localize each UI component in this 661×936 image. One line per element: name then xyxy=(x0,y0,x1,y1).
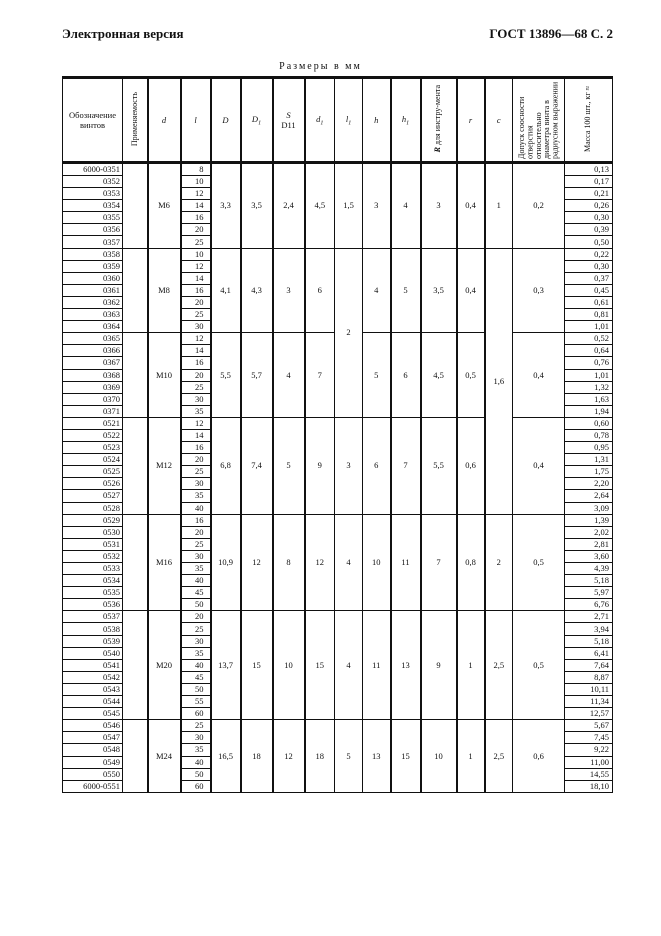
screw-designation: 0537 xyxy=(63,611,123,623)
length-l: 30 xyxy=(181,393,211,405)
screw-designation: 0543 xyxy=(63,683,123,695)
col-applicability xyxy=(123,78,148,163)
length-l: 16 xyxy=(181,212,211,224)
table-row xyxy=(63,611,613,623)
d1-base: d xyxy=(316,113,321,124)
col-D: D xyxy=(211,78,241,163)
mass-100-pcs: 1,01 xyxy=(565,321,613,333)
screw-designation: 6000-0351 xyxy=(63,163,123,176)
length-l: 55 xyxy=(181,696,211,708)
tool-radius-R: 7 xyxy=(421,514,457,611)
length-l: 30 xyxy=(181,478,211,490)
length-l1: 5 xyxy=(335,720,363,793)
diameter-d1: 4,5 xyxy=(305,163,335,249)
mass-100-pcs: 5,67 xyxy=(565,720,613,732)
coaxiality-tolerance: 0,2 xyxy=(513,163,565,249)
size-S: 3 xyxy=(273,248,305,333)
col-r: r xyxy=(457,78,485,163)
length-l: 30 xyxy=(181,550,211,562)
height-h1: 6 xyxy=(391,333,421,418)
height-h1: 7 xyxy=(391,417,421,514)
mass-100-pcs: 1,94 xyxy=(565,405,613,417)
length-l: 30 xyxy=(181,732,211,744)
size-S: 4 xyxy=(273,333,305,418)
mass-100-pcs: 11,34 xyxy=(565,696,613,708)
diameter-D: 16,5 xyxy=(211,720,241,793)
length-l: 8 xyxy=(181,163,211,176)
mass-100-pcs: 0,45 xyxy=(565,284,613,296)
tool-radius-R: 3 xyxy=(421,163,457,249)
chamfer-c: 2,5 xyxy=(485,611,513,720)
applicability-cell xyxy=(123,611,148,720)
length-l: 25 xyxy=(181,538,211,550)
col-h1 xyxy=(391,78,421,163)
mass-label: Масса 100 шт., кг ≈ xyxy=(583,85,593,153)
length-l1: 1,5 xyxy=(335,163,363,249)
length-l: 10 xyxy=(181,176,211,188)
diameter-D: 5,5 xyxy=(211,333,241,418)
size-S: 10 xyxy=(273,611,305,720)
screw-designation: 0365 xyxy=(63,333,123,345)
screw-designation: 0360 xyxy=(63,272,123,284)
mass-100-pcs: 14,55 xyxy=(565,768,613,780)
height-h1: 5 xyxy=(391,248,421,333)
length-l: 20 xyxy=(181,224,211,236)
screw-designation: 0531 xyxy=(63,538,123,550)
mass-100-pcs: 0,52 xyxy=(565,333,613,345)
screw-designation: 0367 xyxy=(63,357,123,369)
height-h: 13 xyxy=(363,720,391,793)
radius-r: 0,4 xyxy=(457,163,485,249)
length-l: 20 xyxy=(181,296,211,308)
table-row xyxy=(63,720,613,732)
diameter-D1: 4,3 xyxy=(241,248,273,333)
thread-d: М12 xyxy=(148,417,181,514)
thread-d: М24 xyxy=(148,720,181,793)
radius-r: 0,5 xyxy=(457,333,485,418)
applicability-cell xyxy=(123,248,148,333)
length-l: 12 xyxy=(181,188,211,200)
radius-r: 1 xyxy=(457,720,485,793)
applicability-cell xyxy=(123,514,148,611)
applicability-cell xyxy=(123,417,148,514)
screw-dimensions-table xyxy=(62,76,613,793)
screw-designation: 6000-0551 xyxy=(63,780,123,792)
chamfer-c: 1,6 xyxy=(485,248,513,514)
screw-designation: 0352 xyxy=(63,176,123,188)
table-row xyxy=(63,417,613,429)
diameter-D1: 7,4 xyxy=(241,417,273,514)
diameter-D: 6,8 xyxy=(211,417,241,514)
length-l: 25 xyxy=(181,720,211,732)
diameter-D1: 12 xyxy=(241,514,273,611)
height-h: 4 xyxy=(363,248,391,333)
mass-100-pcs: 3,60 xyxy=(565,550,613,562)
mass-100-pcs: 0,21 xyxy=(565,188,613,200)
table-row xyxy=(63,163,613,176)
diameter-d1: 7 xyxy=(305,333,335,418)
length-l: 16 xyxy=(181,442,211,454)
col-S xyxy=(273,78,305,163)
screw-designation: 0542 xyxy=(63,671,123,683)
applicability-cell xyxy=(123,163,148,249)
length-l: 60 xyxy=(181,780,211,792)
length-l1: 2 xyxy=(335,248,363,417)
screw-designation: 0534 xyxy=(63,575,123,587)
chamfer-c: 1 xyxy=(485,163,513,249)
mass-100-pcs: 1,39 xyxy=(565,514,613,526)
R-rest: для инстру-мента xyxy=(433,85,443,148)
screw-designation: 0369 xyxy=(63,381,123,393)
length-l: 40 xyxy=(181,659,211,671)
R-base: R xyxy=(433,147,443,153)
size-S: 2,4 xyxy=(273,163,305,249)
mass-100-pcs: 0,60 xyxy=(565,417,613,429)
diameter-D: 13,7 xyxy=(211,611,241,720)
height-h1: 11 xyxy=(391,514,421,611)
length-l: 35 xyxy=(181,744,211,756)
diameter-D1: 18 xyxy=(241,720,273,793)
col-h: h xyxy=(363,78,391,163)
applicability-label: Применяемость xyxy=(129,91,139,147)
screw-designation: 0355 xyxy=(63,212,123,224)
mass-100-pcs: 0,17 xyxy=(565,176,613,188)
mass-100-pcs: 0,30 xyxy=(565,212,613,224)
length-l: 50 xyxy=(181,599,211,611)
length-l1: 3 xyxy=(335,417,363,514)
mass-100-pcs: 0,78 xyxy=(565,429,613,441)
header-row xyxy=(63,78,613,163)
standard-page-number: ГОСТ 13896—68 С. 2 xyxy=(489,26,613,41)
screw-designation: 0545 xyxy=(63,708,123,720)
mass-100-pcs: 0,61 xyxy=(565,296,613,308)
length-l: 20 xyxy=(181,369,211,381)
S-base: S xyxy=(286,110,291,120)
diameter-D: 4,1 xyxy=(211,248,241,333)
screw-designation: 0353 xyxy=(63,188,123,200)
tool-radius-R: 4,5 xyxy=(421,333,457,418)
coaxiality-tolerance: 0,5 xyxy=(513,611,565,720)
l1-sub: 1 xyxy=(348,120,352,127)
col-R xyxy=(421,78,457,163)
table-body xyxy=(63,163,613,793)
mass-100-pcs: 9,22 xyxy=(565,744,613,756)
mass-100-pcs: 6,41 xyxy=(565,647,613,659)
screw-designation: 0521 xyxy=(63,417,123,429)
coaxiality-tolerance: 0,6 xyxy=(513,720,565,793)
length-l: 40 xyxy=(181,756,211,768)
screw-designation: 0533 xyxy=(63,563,123,575)
mass-100-pcs: 11,00 xyxy=(565,756,613,768)
length-l: 16 xyxy=(181,514,211,526)
mass-100-pcs: 10,11 xyxy=(565,683,613,695)
length-l: 30 xyxy=(181,635,211,647)
mass-100-pcs: 1,01 xyxy=(565,369,613,381)
diameter-D1: 5,7 xyxy=(241,333,273,418)
length-l: 30 xyxy=(181,321,211,333)
col-mass xyxy=(565,78,613,163)
col-l: l xyxy=(181,78,211,163)
mass-100-pcs: 0,76 xyxy=(565,357,613,369)
length-l1: 4 xyxy=(335,611,363,720)
mass-100-pcs: 5,18 xyxy=(565,575,613,587)
mass-100-pcs: 5,97 xyxy=(565,587,613,599)
screw-designation: 0364 xyxy=(63,321,123,333)
mass-100-pcs: 0,26 xyxy=(565,200,613,212)
height-h1: 13 xyxy=(391,611,421,720)
size-S: 8 xyxy=(273,514,305,611)
mass-100-pcs: 0,30 xyxy=(565,260,613,272)
length-l: 40 xyxy=(181,502,211,514)
electronic-version-label: Электронная версия xyxy=(62,26,184,41)
screw-designation: 0535 xyxy=(63,587,123,599)
mass-100-pcs: 2,20 xyxy=(565,478,613,490)
col-D1 xyxy=(241,78,273,163)
screw-designation: 0356 xyxy=(63,224,123,236)
mass-100-pcs: 1,63 xyxy=(565,393,613,405)
mass-100-pcs: 7,64 xyxy=(565,659,613,671)
screw-designation: 0528 xyxy=(63,502,123,514)
tool-radius-R: 9 xyxy=(421,611,457,720)
screw-designation: 0550 xyxy=(63,768,123,780)
height-h1: 4 xyxy=(391,163,421,249)
length-l: 20 xyxy=(181,611,211,623)
mass-100-pcs: 5,18 xyxy=(565,635,613,647)
mass-100-pcs: 1,32 xyxy=(565,381,613,393)
table-row xyxy=(63,514,613,526)
thread-d: М8 xyxy=(148,248,181,333)
mass-100-pcs: 2,02 xyxy=(565,526,613,538)
diameter-D1: 15 xyxy=(241,611,273,720)
height-h: 10 xyxy=(363,514,391,611)
height-h: 11 xyxy=(363,611,391,720)
screw-designation: 0363 xyxy=(63,309,123,321)
R-label xyxy=(434,85,442,152)
col-designation: Обозначение винтов xyxy=(63,78,123,163)
screw-designation: 0361 xyxy=(63,284,123,296)
length-l: 45 xyxy=(181,671,211,683)
mass-100-pcs: 0,13 xyxy=(565,163,613,176)
length-l: 16 xyxy=(181,284,211,296)
l1-base: l xyxy=(345,113,349,124)
mass-100-pcs: 0,64 xyxy=(565,345,613,357)
screw-designation: 0548 xyxy=(63,744,123,756)
chamfer-c: 2 xyxy=(485,514,513,611)
height-h: 3 xyxy=(363,163,391,249)
screw-designation: 0547 xyxy=(63,732,123,744)
mass-100-pcs: 6,76 xyxy=(565,599,613,611)
diameter-d1: 6 xyxy=(305,248,335,333)
radius-r: 0,8 xyxy=(457,514,485,611)
mass-100-pcs: 7,45 xyxy=(565,732,613,744)
thread-d: М16 xyxy=(148,514,181,611)
mass-100-pcs: 4,39 xyxy=(565,563,613,575)
screw-designation: 0368 xyxy=(63,369,123,381)
length-l: 14 xyxy=(181,429,211,441)
length-l: 25 xyxy=(181,623,211,635)
length-l: 16 xyxy=(181,357,211,369)
col-tolerance xyxy=(513,78,565,163)
length-l: 14 xyxy=(181,272,211,284)
screw-designation: 0527 xyxy=(63,490,123,502)
length-l: 14 xyxy=(181,345,211,357)
tolerance-label: Допуск соосности отверстия относительно диаметра винта в радиусном выражении xyxy=(516,81,560,159)
screw-designation: 0357 xyxy=(63,236,123,248)
mass-100-pcs: 8,87 xyxy=(565,671,613,683)
coaxiality-tolerance: 0,4 xyxy=(513,333,565,418)
length-l: 25 xyxy=(181,466,211,478)
length-l: 20 xyxy=(181,454,211,466)
length-l: 12 xyxy=(181,417,211,429)
mass-100-pcs: 0,95 xyxy=(565,442,613,454)
length-l: 25 xyxy=(181,309,211,321)
S-tolerance: D11 xyxy=(281,120,296,130)
dimensions-caption: Размеры в мм xyxy=(279,61,362,72)
applicability-cell xyxy=(123,720,148,793)
d1-sub: 1 xyxy=(320,120,324,127)
screw-designation: 0524 xyxy=(63,454,123,466)
mass-100-pcs: 0,37 xyxy=(565,272,613,284)
screw-designation: 0538 xyxy=(63,623,123,635)
h1-sub: 1 xyxy=(406,120,410,127)
length-l: 20 xyxy=(181,526,211,538)
mass-100-pcs: 0,22 xyxy=(565,248,613,260)
mass-100-pcs: 1,75 xyxy=(565,466,613,478)
col-d: d xyxy=(148,78,181,163)
length-l: 35 xyxy=(181,563,211,575)
length-l: 60 xyxy=(181,708,211,720)
thread-d: М6 xyxy=(148,163,181,249)
screw-designation: 0366 xyxy=(63,345,123,357)
screw-designation: 0523 xyxy=(63,442,123,454)
mass-100-pcs: 3,09 xyxy=(565,502,613,514)
screw-designation: 0529 xyxy=(63,514,123,526)
mass-100-pcs: 3,94 xyxy=(565,623,613,635)
screw-designation: 0540 xyxy=(63,647,123,659)
screw-designation: 0362 xyxy=(63,296,123,308)
table-row xyxy=(63,248,613,260)
tool-radius-R: 5,5 xyxy=(421,417,457,514)
screw-designation: 0358 xyxy=(63,248,123,260)
diameter-d1: 9 xyxy=(305,417,335,514)
diameter-D: 3,3 xyxy=(211,163,241,249)
length-l: 45 xyxy=(181,587,211,599)
tool-radius-R: 10 xyxy=(421,720,457,793)
diameter-d1: 15 xyxy=(305,611,335,720)
screw-designation: 0530 xyxy=(63,526,123,538)
length-l: 14 xyxy=(181,200,211,212)
diameter-D: 10,9 xyxy=(211,514,241,611)
length-l: 12 xyxy=(181,260,211,272)
length-l: 50 xyxy=(181,768,211,780)
D1-sub: 1 xyxy=(258,120,262,127)
thread-d: М20 xyxy=(148,611,181,720)
height-h: 6 xyxy=(363,417,391,514)
radius-r: 0,4 xyxy=(457,248,485,333)
size-S: 5 xyxy=(273,417,305,514)
col-c: c xyxy=(485,78,513,163)
length-l: 10 xyxy=(181,248,211,260)
length-l: 25 xyxy=(181,381,211,393)
screw-designation: 0354 xyxy=(63,200,123,212)
diameter-D1: 3,5 xyxy=(241,163,273,249)
radius-r: 0,6 xyxy=(457,417,485,514)
height-h: 5 xyxy=(363,333,391,418)
D1-base: D xyxy=(251,113,259,124)
coaxiality-tolerance: 0,3 xyxy=(513,248,565,333)
screw-designation: 0525 xyxy=(63,466,123,478)
length-l: 35 xyxy=(181,405,211,417)
length-l: 40 xyxy=(181,575,211,587)
mass-100-pcs: 2,71 xyxy=(565,611,613,623)
screw-designation: 0532 xyxy=(63,550,123,562)
screw-designation: 0536 xyxy=(63,599,123,611)
length-l: 25 xyxy=(181,236,211,248)
mass-100-pcs: 0,39 xyxy=(565,224,613,236)
applicability-cell xyxy=(123,333,148,418)
mass-100-pcs: 2,81 xyxy=(565,538,613,550)
mass-100-pcs: 12,57 xyxy=(565,708,613,720)
screw-designation: 0546 xyxy=(63,720,123,732)
col-l1 xyxy=(335,78,363,163)
mass-100-pcs: 2,64 xyxy=(565,490,613,502)
coaxiality-tolerance: 0,5 xyxy=(513,514,565,611)
screw-designation: 0526 xyxy=(63,478,123,490)
screw-designation: 0359 xyxy=(63,260,123,272)
h1-base: h xyxy=(401,113,407,124)
col-d1 xyxy=(305,78,335,163)
radius-r: 1 xyxy=(457,611,485,720)
thread-d: М10 xyxy=(148,333,181,418)
mass-100-pcs: 18,10 xyxy=(565,780,613,792)
size-S: 12 xyxy=(273,720,305,793)
screw-designation: 0522 xyxy=(63,429,123,441)
screw-designation: 0541 xyxy=(63,659,123,671)
screw-designation: 0370 xyxy=(63,393,123,405)
screw-designation: 0549 xyxy=(63,756,123,768)
screw-designation: 0539 xyxy=(63,635,123,647)
length-l: 35 xyxy=(181,490,211,502)
mass-100-pcs: 0,50 xyxy=(565,236,613,248)
mass-100-pcs: 1,31 xyxy=(565,454,613,466)
length-l: 12 xyxy=(181,333,211,345)
diameter-d1: 12 xyxy=(305,514,335,611)
chamfer-c: 2,5 xyxy=(485,720,513,793)
length-l: 50 xyxy=(181,683,211,695)
height-h1: 15 xyxy=(391,720,421,793)
coaxiality-tolerance: 0,4 xyxy=(513,417,565,514)
length-l: 35 xyxy=(181,647,211,659)
diameter-d1: 18 xyxy=(305,720,335,793)
length-l1: 4 xyxy=(335,514,363,611)
tool-radius-R: 3,5 xyxy=(421,248,457,333)
screw-designation: 0371 xyxy=(63,405,123,417)
screw-designation: 0544 xyxy=(63,696,123,708)
mass-100-pcs: 0,81 xyxy=(565,309,613,321)
